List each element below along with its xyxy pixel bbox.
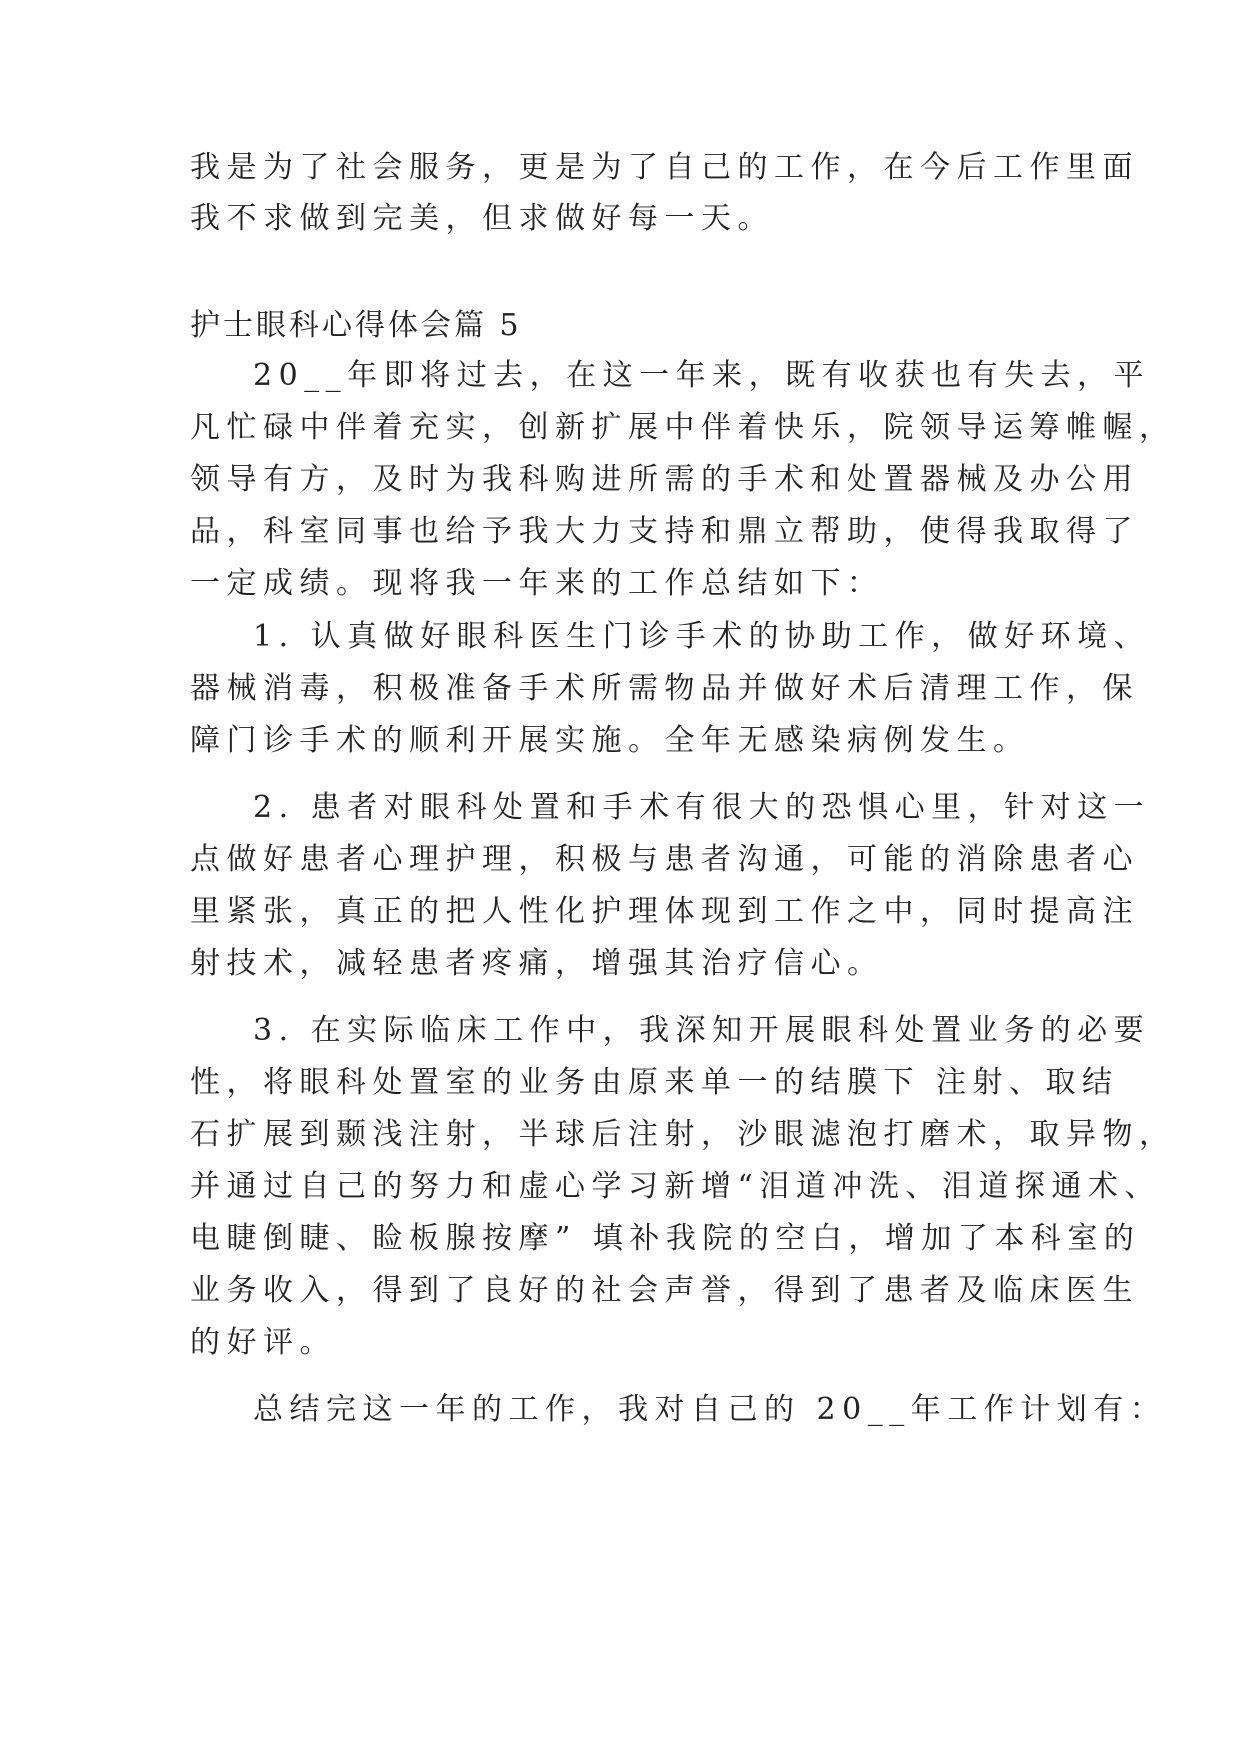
text-line: 一定成绩。现将我一年来的工作总结如下： [190,566,884,601]
text-line: 射技术，减轻患者疼痛，增强其治疗信心。 [190,946,884,981]
text-line: 石扩展到颞浅注射，半球后注射，沙眼滤泡打磨术，取异物， [190,1117,1176,1152]
text-line: 性，将眼科处置室的业务由原来单一的结膜下 注射、取结 [190,1065,1119,1100]
text-line: 并通过自己的努力和虚心学习新增“泪道冲洗、泪道探通术、 [190,1169,1161,1204]
text-line: 的好评。 [190,1325,336,1360]
text-line: 领导有方，及时为我科购进所需的手术和处置器械及办公用 [190,462,1139,497]
text-line: 里紧张，真正的把人性化护理体现到工作之中，同时提高注 [190,894,1139,929]
text-line: 凡忙碌中伴着充实，创新扩展中伴着快乐，院领导运筹帷幄， [190,410,1176,445]
text-line: 业务收入，得到了良好的社会声誉，得到了患者及临床医生 [190,1273,1139,1308]
text-line: 点做好患者心理护理，积极与患者沟通，可能的消除患者心 [190,842,1139,877]
text-line: 我不求做到完美，但求做好每一天。 [190,201,774,236]
text-line: 障门诊手术的顺利开展实施。全年无感染病例发生。 [190,723,1030,758]
text-line: 品，科室同事也给予我大力支持和鼎立帮助，使得我取得了 [190,514,1139,549]
text-line: 2. 患者对眼科处置和手术有很大的恐惧心里，针对这一 [253,790,1151,825]
text-line: 总结完这一年的工作，我对自己的 20__年工作计划有： [253,1392,1167,1427]
text-line: 20__年即将过去，在这一年来，既有收获也有失去，平 [253,358,1151,393]
text-line: 1. 认真做好眼科医生门诊手术的协助工作，做好环境、 [253,619,1151,654]
text-line: 器械消毒，积极准备手术所需物品并做好术后清理工作，保 [190,671,1139,706]
section-heading: 护士眼科心得体会篇 5 [190,308,522,343]
text-line: 我是为了社会服务，更是为了自己的工作，在今后工作里面 [190,150,1139,185]
text-line: 3. 在实际临床工作中，我深知开展眼科处置业务的必要 [253,1013,1151,1048]
text-line: 电睫倒睫、睑板腺按摩” 填补我院的空白，增加了本科室的 [190,1221,1141,1256]
